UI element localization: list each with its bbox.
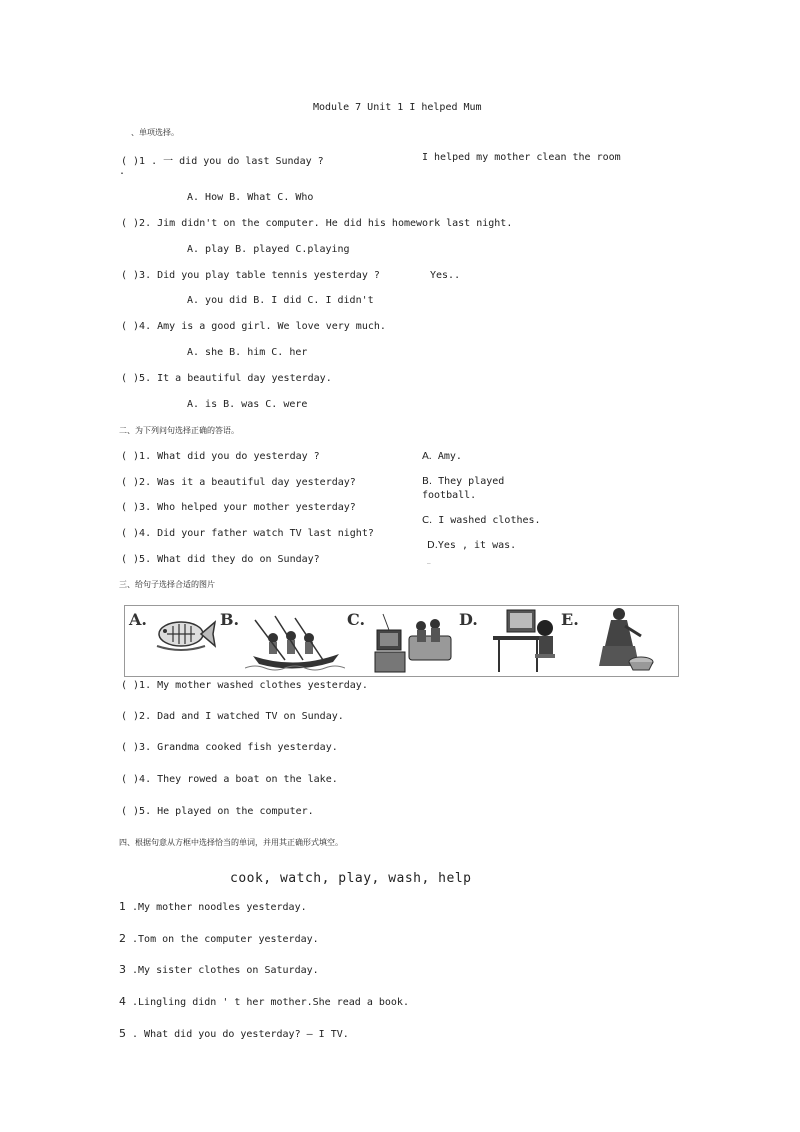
s4-item-5-text: . What did you do yesterday? — I TV. (126, 1029, 349, 1040)
s1-question-1-answer: I helped my mother clean the room (422, 152, 621, 163)
picture-label-c: C. (347, 610, 366, 629)
s2-answer-d-text: Yes , it was. (437, 540, 517, 551)
s2-answer-d (427, 540, 516, 551)
s4-item-4-num: 4 (119, 995, 126, 1008)
s2-question-2: ( )2. Was it a beautiful day yesterday? (121, 477, 356, 488)
s2-answer-b-cont: football. (422, 490, 477, 501)
s3-item-3: ( )3. Grandma cooked fish yesterday. (121, 742, 338, 753)
s2-question-4: ( )4. Did your father watch TV last night? (121, 528, 374, 539)
s1-question-1-tail: . (119, 166, 126, 177)
section3-heading: 三、给句子选择合适的图片 (119, 580, 215, 589)
s4-item-1 (119, 900, 307, 913)
s4-item-1-num: 1 (119, 900, 126, 913)
s1-question-2: ( )2. Jim didn't on the computer. He did his homework last night. (121, 218, 513, 229)
s2-answer-a-text: Amy. (431, 451, 462, 462)
s4-item-2 (119, 932, 319, 945)
s4-item-4 (119, 995, 409, 1008)
s3-item-1: ( )1. My mother washed clothes yesterday. (121, 680, 368, 691)
s4-item-3 (119, 963, 319, 976)
s2-question-5: ( )5. What did they do on Sunday? (121, 554, 320, 565)
s2-answer-b (422, 476, 504, 487)
fish-image (155, 612, 217, 652)
watching-tv-image (371, 610, 453, 674)
s4-item-1-text: .My mother noodles yesterday. (126, 902, 307, 913)
s3-item-4: ( )4. They rowed a boat on the lake. (121, 774, 338, 785)
s2-answer-c (422, 515, 541, 526)
section2-heading: 二、为下列问句选择正确的答语。 (119, 426, 239, 435)
s2-question-3: ( )3. Who helped your mother yesterday? (121, 502, 356, 513)
section1-heading: 、单项选择。 (131, 128, 179, 137)
s2-dash: — (427, 560, 431, 567)
s2-answer-c-letter: C. (422, 515, 433, 526)
s2-answer-a-letter: A. (422, 451, 432, 462)
s2-answer-a (422, 451, 462, 462)
s4-item-2-num: 2 (119, 932, 126, 945)
s4-item-5-num: 5 (119, 1027, 126, 1040)
section4-heading: 四、根据句意从方框中选择恰当的单词，并用其正确形式填空。 (119, 838, 343, 847)
washing-clothes-image (589, 606, 655, 674)
picture-strip (124, 605, 679, 677)
s2-answer-b-letter: B. (422, 476, 433, 487)
s1-question-1: ( )1 . 一 did you do last Sunday ? (121, 156, 324, 167)
s3-item-5: ( )5. He played on the computer. (121, 806, 314, 817)
s1-question-3: ( )3. Did you play table tennis yesterday ? (121, 270, 380, 281)
computer-image (489, 608, 559, 674)
s4-item-5 (119, 1027, 349, 1040)
picture-label-d: D. (459, 610, 478, 629)
s2-question-1: ( )1. What did you do yesterday ? (121, 451, 320, 462)
s4-item-4-text: .Lingling didn ' t her mother.She read a book. (126, 997, 409, 1008)
s2-answer-c-text: I washed clothes. (432, 515, 541, 526)
s4-item-3-text: .My sister clothes on Saturday. (126, 965, 319, 976)
s1-options-5: A. is B. was C. were (187, 399, 308, 410)
s4-item-3-num: 3 (119, 963, 126, 976)
word-bank: cook, watch, play, wash, help (230, 871, 472, 886)
s2-answer-b-text: They played (432, 476, 505, 487)
s1-question-4: ( )4. Amy is a good girl. We love very much. (121, 321, 386, 332)
s2-answer-d-letter: D. (427, 540, 438, 551)
s1-question-3-answer: Yes.. (430, 270, 461, 281)
s1-question-5: ( )5. It a beautiful day yesterday. (121, 373, 332, 384)
s1-options-4: A. she B. him C. her (187, 347, 308, 358)
picture-label-b: B. (220, 610, 240, 629)
picture-label-e: E. (561, 610, 579, 629)
s1-options-1: A. How B. What C. Who (187, 192, 314, 203)
picture-label-a: A. (129, 610, 147, 629)
rowing-boat-image (245, 610, 345, 674)
s4-item-2-text: .Tom on the computer yesterday. (126, 934, 319, 945)
s3-item-2: ( )2. Dad and I watched TV on Sunday. (121, 711, 344, 722)
s1-options-2: A. play B. played C.playing (187, 244, 350, 255)
page-title: Module 7 Unit 1 I helped Mum (313, 102, 482, 113)
s1-options-3: A. you did B. I did C. I didn't (187, 295, 374, 306)
